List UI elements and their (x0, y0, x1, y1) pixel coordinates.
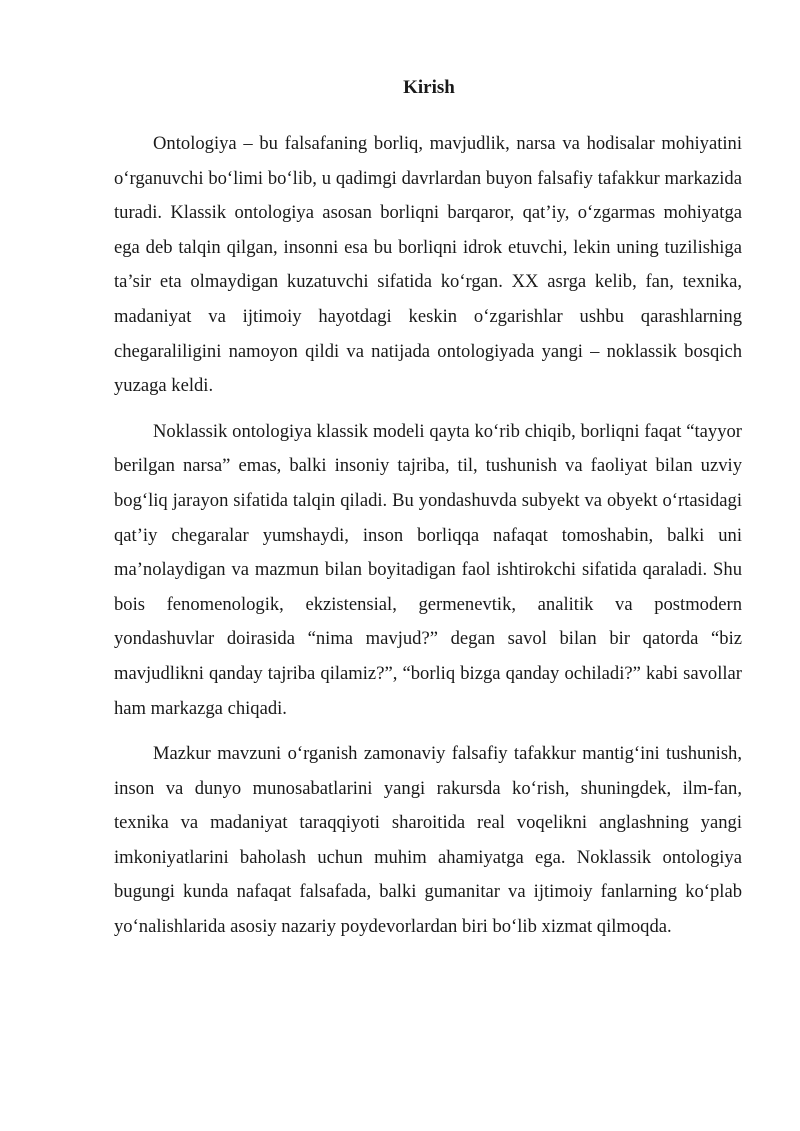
paragraph: Ontologiya – bu falsafaning borliq, mavjudlik, narsa va hodisalar mohiyatini o‘rganuvchi bo‘limi bo‘lib, u qadimgi davrlardan buyon falsafiy tafakkur markazida turadi. Klassik ontologiya asosan borliqni barqaror, qat’iy, o‘zgarmas mohiyatga ega deb talqin qilgan, insonni esa bu borliqni idrok etuvchi, lekin uning tuzilishiga ta’sir eta olmaydigan kuzatuvchi sifatida ko‘rgan. XX asrga kelib, fan, texnika, madaniyat va ijtimoiy hayotdagi keskin o‘zgarishlar ushbu qarashlarning chegaraliligini namoyon qildi va natijada ontologiyada yangi – noklassik bosqich yuzaga keldi. (114, 133, 742, 397)
paragraph: Mazkur mavzuni o‘rganish zamonaviy falsafiy tafakkur mantig‘ini tushunish, inson va dunyo munosabatlarini yangi rakursda ko‘rish, shuningdek, ilm-fan, texnika va madaniyat taraqqiyoti sharoitida real voqelikni anglashning yangi imkoniyatlarini baholash uchun muhim ahamiyatga ega. Noklassik ontologiya bugungi kunda nafaqat falsafada, balki gumanitar va ijtimoiy fanlarning ko‘plab yo‘nalishlarida asosiy nazariy poydevorlardan biri bo‘lib xizmat qilmoqda. (114, 743, 742, 938)
paragraph: Noklassik ontologiya klassik modeli qayta ko‘rib chiqib, borliqni faqat “tayyor berilgan narsa” emas, balki insoniy tajriba, til, tushunish va faoliyat bilan uzviy bog‘liq jarayon sifatida talqin qiladi. Bu yondashuvda subyekt va obyekt o‘rtasidagi qat’iy chegaralar yumshaydi, inson borliqqa nafaqat tomoshabin, balki uni ma’nolaydigan va mazmun bilan boyitadigan faol ishtirokchi sifatida qaraladi. Shu bois fenomenologik, ekzistensial, germenevtik, analitik va postmodern yondashuvlar doirasida “nima mavjud?” degan savol bilan bir qatorda “biz mavjudlikni qanday tajriba qilamiz?”, “borliq bizga qanday ochiladi?” kabi savollar ham markazga chiqadi. (114, 420, 742, 719)
document-body (114, 127, 742, 956)
page-title: Kirish (403, 77, 455, 98)
